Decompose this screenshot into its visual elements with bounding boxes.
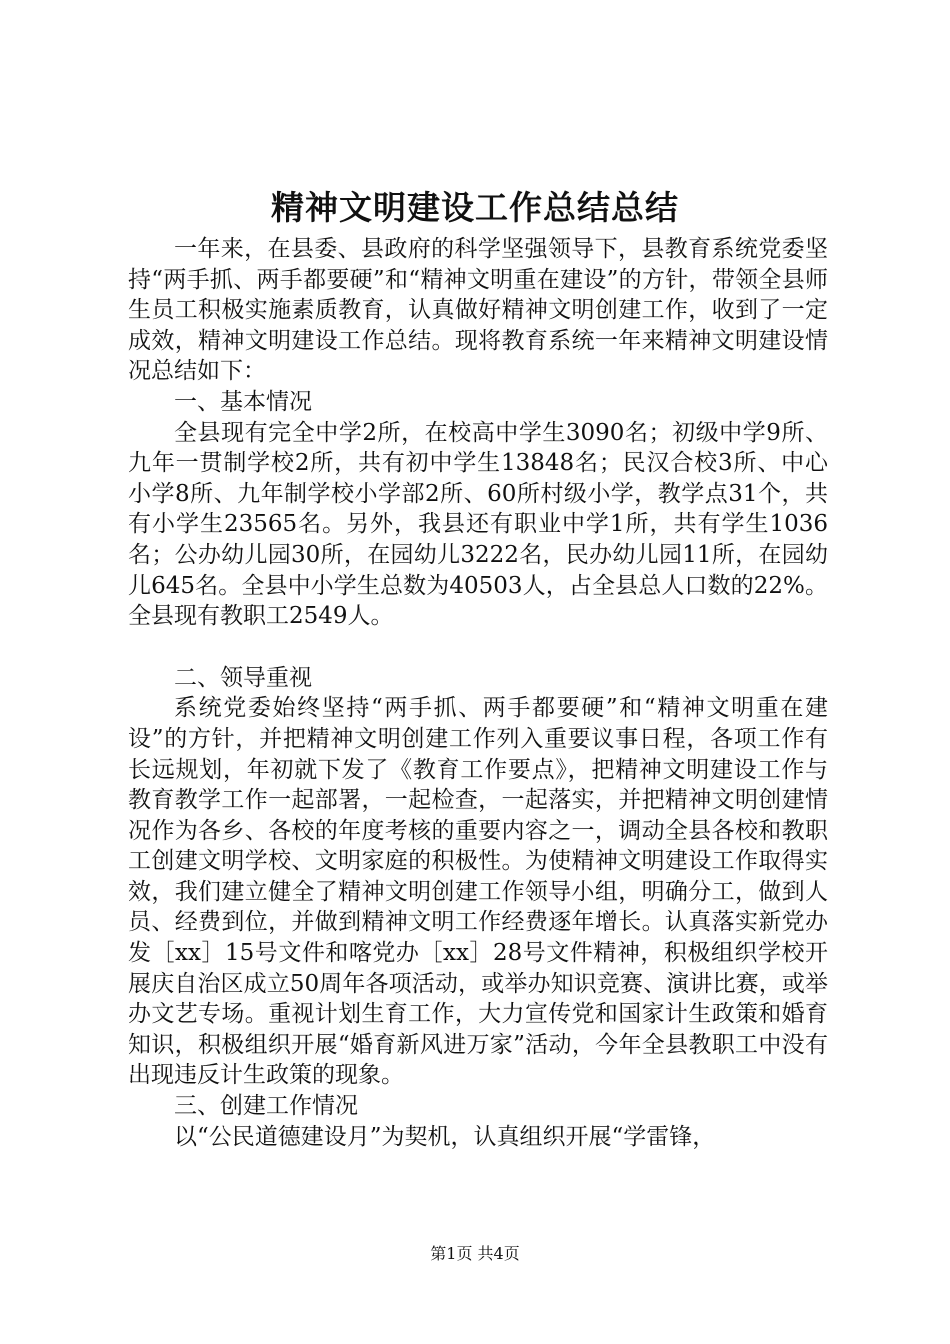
section-heading-leadership: 二、领导重视 — [174, 664, 312, 691]
creation-paragraph: 以“公民道德建设月”为契机，认真组织开展“学雷锋， — [174, 1123, 716, 1150]
paragraph-spacer — [128, 632, 828, 663]
page-footer: 第1页 共4页 — [430, 1244, 520, 1263]
leadership-paragraph: 系统党委始终坚持“两手抓、两手都要硬”和“精神文明重在建设”的方针，并把精神文明创建工作列入重要议事日程，各项工作有长远规划，年初就下发了《教育工作要点》，把精神文明建设工作与教育教学工作一起部署，一起检查，一起落实，并把精神文明创建情况作为各乡、各校的年度考核的重要内容之一，调动全县各校和教职工创建文明学校、文明家庭的积极性。为使精神文明建设工作取得实效，我们建立健全了精神文明创建工作领导小组，明确分工，做到人员、经费到位，并做到精神文明工作经费逐年增长。认真落实新党办发［xx］15号文件和喀党办［xx］28号文件精神，积极组织学校开展庆自治区成立50周年各项活动，或举办知识竞赛、演讲比赛，或举办文艺专场。重视计划生育工作，大力宣传党和国家计生政策和婚育知识，积极组织开展“婚育新风进万家”活动，今年全县教职工中没有出现违反计生政策的现象。 — [128, 695, 828, 1089]
section-heading-basic: 一、基本情况 — [174, 388, 312, 415]
document-title: 精神文明建设工作总结总结 — [271, 188, 679, 227]
intro-paragraph: 一年来，在县委、县政府的科学坚强领导下，县教育系统党委坚持“两手抓、两手都要硬”和“精神文明重在建设”的方针，带领全县师生员工积极实施素质教育，认真做好精神文明创建工作，收到了一定成效，精神文明建设工作总结。现将教育系统一年来精神文明建设情况总结如下： — [128, 236, 828, 385]
section-heading-creation: 三、创建工作情况 — [174, 1093, 358, 1120]
basic-situation-paragraph: 全县现有完全中学2所，在校高中学生3090名；初级中学9所、九年一贯制学校2所，共有初中学生13848名；民汉合校3所、中心小学8所、九年制学校小学部2所、60所村级小学，教学点31个，共有小学生23565名。另外，我县还有职业中学1所，共有学生1036名；公办幼儿园30所，在园幼儿3222名，民办幼儿园11所，在园幼儿645名。全县中小学生总数为40503人，占全县总人口数的22%。全县现有教职工2549人。 — [128, 419, 828, 630]
document-body — [128, 234, 828, 1152]
